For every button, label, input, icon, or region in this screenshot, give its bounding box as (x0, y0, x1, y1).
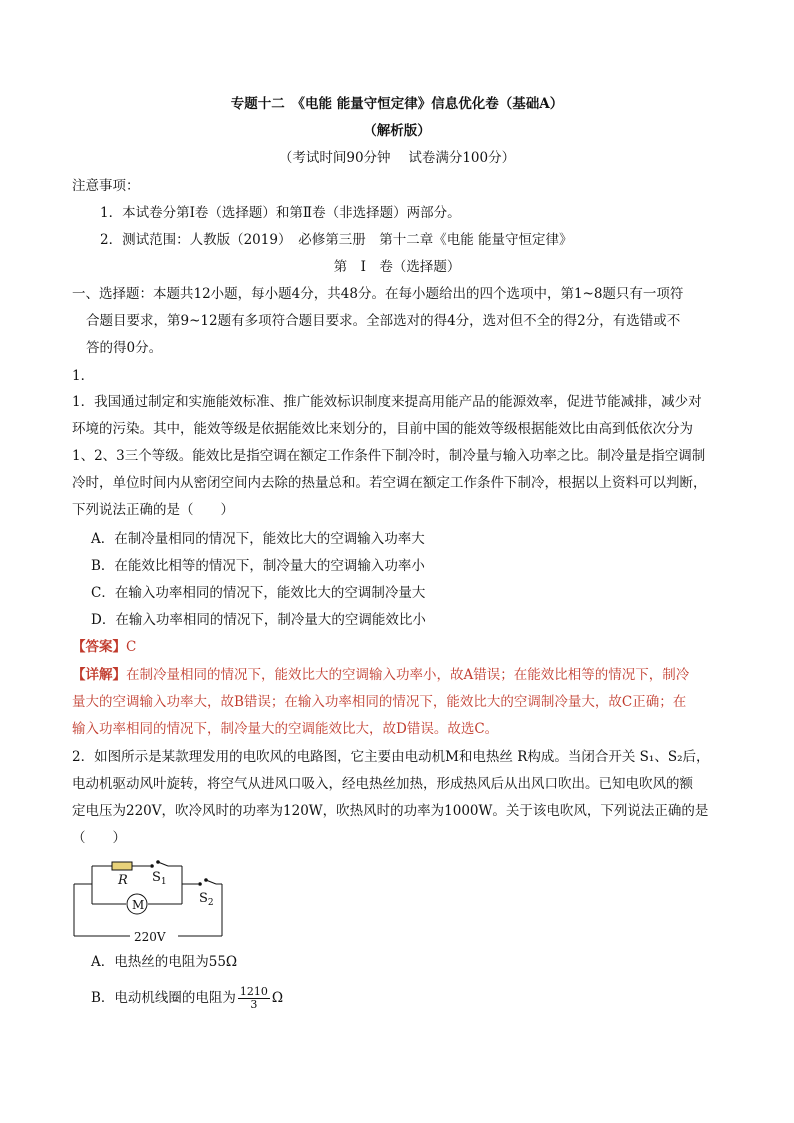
answer-label: 【答案】 (72, 639, 126, 655)
option-b-unit: Ω (271, 990, 284, 1006)
resistor-symbol (112, 862, 132, 870)
section-instructions-2: 合题目要求，第9~12题有多项符合题目要求。全部选对的得4分，选对但不全的得2分，有选错或不 (86, 313, 681, 329)
exam-info: （考试时间90分钟 试卷满分100分） (278, 150, 516, 166)
label-switch-1: $S_1$ (152, 870, 167, 887)
question-1-option-a: A．在制冷量相同的情况下，能效比大的空调输入功率大 (91, 531, 425, 547)
question-1-detail-2: 量大的空调输入功率大，故B错误；在输入功率相同的情况下，能效比大的空调制冷量大，故C正确；在 (72, 694, 687, 710)
question-2-stem-1: 2．如图所示是某款理发用的电吹风的电路图，它主要由电动机M和电热丝 R构成。当闭合开关 S₁、S₂后， (72, 749, 710, 765)
label-voltage: 220V (134, 930, 166, 944)
section-title: 第 Ⅰ 卷（选择题） (333, 259, 461, 275)
question-1-detail-1 (72, 665, 689, 685)
label-switch-2: $S_2$ (199, 891, 214, 908)
fraction-denominator: 3 (250, 998, 258, 1011)
label-motor: M (132, 898, 145, 912)
label-resistor: R (118, 873, 128, 888)
question-1-stem-5: 下列说法正确的是（ ） (72, 502, 234, 518)
page-subtitle: （解析版） (363, 123, 431, 139)
detail-text-1: 在制冷量相同的情况下，能效比大的空调输入功率小，故A错误；在能效比相等的情况下，制冷 (126, 667, 690, 683)
question-1-option-d: D．在输入功率相同的情况下，制冷量大的空调能效比小 (91, 612, 426, 628)
section-instructions-3: 答的得0分。 (86, 340, 163, 356)
page-title: 专题十二 《电能 能量守恒定律》信息优化卷（基础A） (230, 96, 564, 112)
question-1-stem-1: 1．我国通过制定和实施能效标准、推广能效标识制度来提高用能产品的能源效率，促进节能减排，减少对 (72, 394, 702, 410)
notes-item-2: 2．测试范围：人教版（2019） 必修第三册 第十二章《电能 能量守恒定律》 (100, 232, 573, 248)
fraction-numerator: 1210 (239, 985, 268, 998)
answer-value: C (126, 639, 137, 655)
question-1-answer (72, 637, 136, 657)
option-b-fraction (238, 986, 270, 1011)
circuit-diagram (68, 852, 228, 944)
notes-item-1: 1．本试卷分第Ⅰ卷（选择题）和第Ⅱ卷（非选择题）两部分。 (100, 205, 461, 221)
question-1-number: 1． (72, 368, 95, 384)
question-2-stem-3: 定电压为220V，吹冷风时的功率为120W，吹热风时的功率为1000W。关于该电吹风，下列说法正确的是 (72, 803, 709, 819)
question-2-stem-2: 电动机驱动风叶旋转，将空气从进风口吸入，经电热丝加热，形成热风后从出风口吹出。已知电吹风的额 (72, 776, 693, 792)
question-2-option-a: A．电热丝的电阻为55Ω (91, 954, 238, 970)
question-1-stem-4: 冷时，单位时间内从密闭空间内去除的热量总和。若空调在额定工作条件下制冷，根据以上资料可以判断， (72, 475, 707, 491)
question-2-option-b (91, 986, 283, 1011)
question-1-detail-3: 输入功率相同的情况下，制冷量大的空调能效比大，故D错误。故选C。 (72, 721, 499, 737)
option-b-text: B．电动机线圈的电阻为 (91, 990, 236, 1006)
question-1-option-c: C．在输入功率相同的情况下，能效比大的空调制冷量大 (91, 585, 426, 601)
detail-label: 【详解】 (72, 667, 126, 683)
question-2-stem-4: （ ） (72, 830, 126, 846)
question-1-stem-2: 环境的污染。其中，能效等级是依据能效比来划分的，目前中国的能效等级根据能效比由高到低依次分为 (72, 421, 693, 437)
section-instructions-1: 一、选择题：本题共12小题，每小题4分，共48分。在每小题给出的四个选项中，第1~8题只有一项符 (72, 286, 684, 302)
question-1-stem-3: 1、2、3三个等级。能效比是指空调在额定工作条件下制冷时，制冷量与输入功率之比。制冷量是指空调制 (72, 448, 706, 464)
notes-heading: 注意事项： (72, 178, 140, 194)
question-1-option-b: B．在能效比相等的情况下，制冷量大的空调输入功率小 (91, 558, 425, 574)
